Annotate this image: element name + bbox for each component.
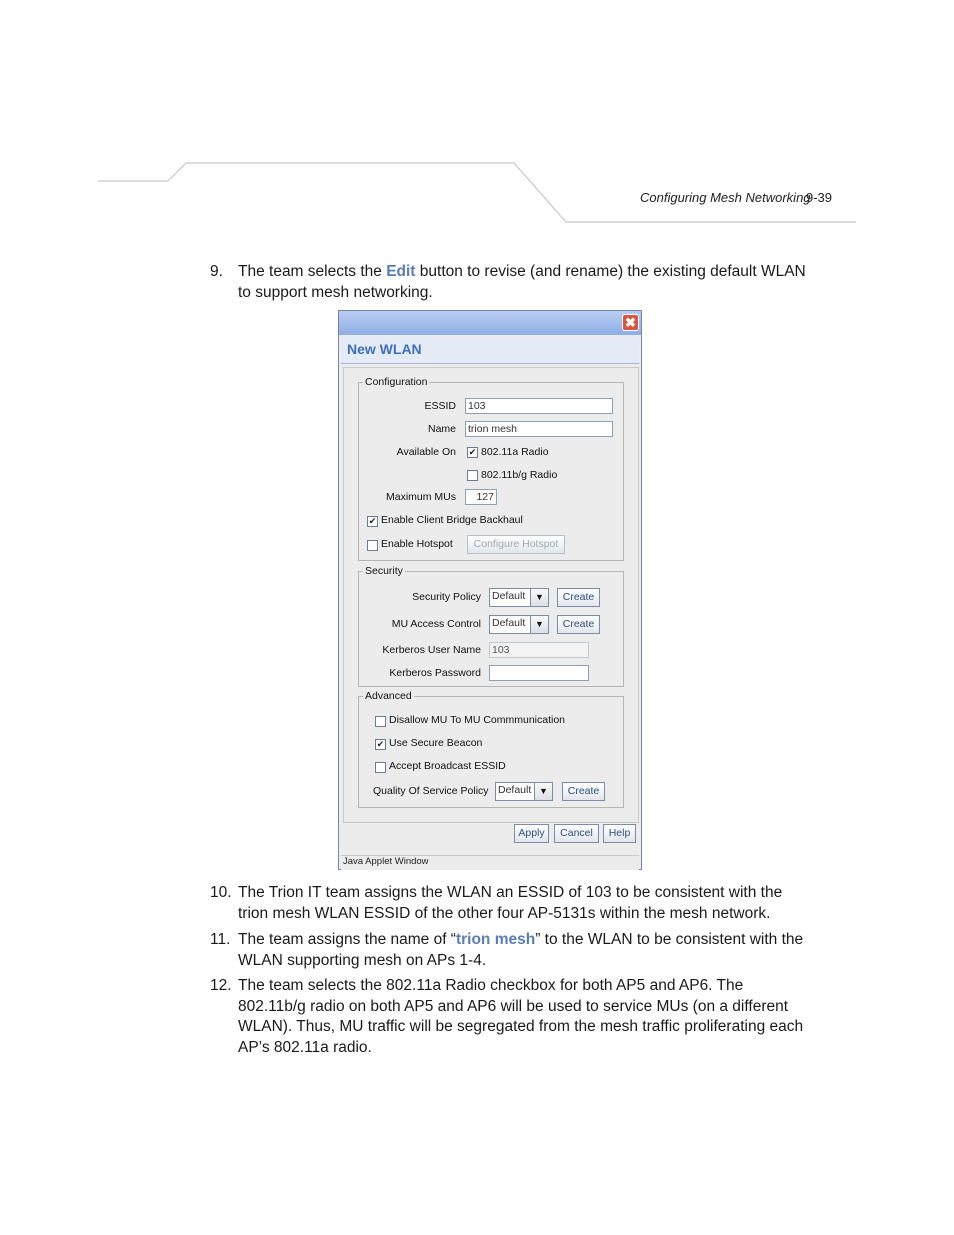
step-text: The Trion IT team assigns the WLAN an ESSID of 103 to be consistent with the trion mesh WLAN ESSID of the other four AP-5131s within the mesh network. [238, 884, 783, 922]
security-legend: Security [365, 565, 403, 577]
bridge-backhaul-checkbox[interactable]: ✔ [368, 516, 377, 526]
advanced-group [358, 690, 624, 808]
max-mus-input[interactable]: 127 [465, 489, 497, 505]
broadcast-essid-label: Accept Broadcast ESSID [389, 760, 506, 772]
close-icon[interactable]: ✖ [622, 314, 639, 331]
step-text: The team assigns the name of “trion mesh” to the WLAN to be consistent with the WLAN supporting mesh on APs 1-4. [238, 931, 804, 969]
step-number: 10. [210, 884, 232, 901]
max-mus-label: Maximum MUs [386, 491, 456, 503]
configuration-legend: Configuration [365, 376, 428, 388]
kerberos-password-label: Kerberos Password [389, 667, 481, 679]
radio-a-checkbox[interactable]: ✔ [468, 447, 477, 457]
bridge-backhaul-label: Enable Client Bridge Backhaul [381, 514, 523, 526]
step-10 [210, 883, 810, 924]
qos-select[interactable]: Default ▼ [495, 782, 553, 801]
secure-beacon-label: Use Secure Beacon [389, 737, 483, 749]
dialog-heading: New WLAN [341, 337, 639, 364]
radio-bg-label: 802.11b/g Radio [481, 469, 558, 481]
kerberos-user-label: Kerberos User Name [382, 644, 481, 656]
radio-bg-checkbox[interactable] [467, 470, 478, 481]
chevron-down-icon[interactable]: ▼ [530, 616, 548, 633]
mu-access-select[interactable]: Default ▼ [489, 615, 549, 634]
mu-access-label: MU Access Control [391, 618, 481, 630]
configure-hotspot-button[interactable]: Configure Hotspot [467, 535, 565, 554]
radio-a-label: 802.11a Radio [481, 446, 549, 458]
step-12 [210, 976, 810, 1058]
essid-input[interactable]: 103 [465, 398, 613, 414]
step-number: 12. [210, 977, 232, 994]
page-number: 9-39 [806, 190, 833, 205]
disallow-mu-checkbox[interactable] [375, 716, 386, 727]
step-text: The team selects the 802.11a Radio checkbox for both AP5 and AP6. The 802.11b/g radio on both AP5 and AP6 will be used to service MUs (on a different WLAN). Thus, MU traffic will be segregated from the mesh traffic proliferating each AP’s 802.11a radio. [238, 977, 804, 1056]
security-group [358, 565, 624, 687]
qos-label: Quality Of Service Policy [373, 785, 489, 797]
chevron-down-icon[interactable]: ▼ [534, 783, 552, 800]
running-header-title: Configuring Mesh Networking [640, 190, 811, 205]
broadcast-essid-checkbox[interactable] [375, 762, 386, 773]
chevron-down-icon[interactable]: ▼ [530, 589, 548, 606]
kerberos-user-input[interactable]: 103 [489, 642, 589, 658]
name-label: Name [427, 423, 456, 435]
security-policy-create-button[interactable]: Create [557, 588, 600, 607]
disallow-mu-label: Disallow MU To MU Commmunication [389, 714, 566, 726]
name-input[interactable]: trion mesh [465, 421, 613, 437]
help-button[interactable]: Help [603, 824, 636, 843]
secure-beacon-checkbox[interactable]: ✔ [376, 739, 385, 749]
qos-create-button[interactable]: Create [562, 782, 605, 801]
essid-label: ESSID [424, 400, 456, 412]
available-on-label: Available On [396, 446, 456, 458]
apply-button[interactable]: Apply [514, 824, 549, 843]
step-9 [210, 262, 810, 303]
cancel-button[interactable]: Cancel [554, 824, 599, 843]
step-11 [210, 930, 810, 971]
dialog-title-bar [339, 311, 641, 335]
dialog-body [343, 367, 639, 823]
security-policy-label: Security Policy [412, 591, 481, 603]
step-number: 11. [210, 931, 231, 948]
hotspot-checkbox[interactable] [367, 540, 378, 551]
edit-highlight: Edit [386, 263, 416, 280]
trion-mesh-highlight: trion mesh [455, 931, 536, 948]
step-number: 9. [210, 263, 223, 280]
status-bar: Java Applet Window [341, 855, 639, 870]
new-wlan-dialog [338, 310, 642, 870]
kerberos-password-input[interactable] [489, 665, 589, 681]
hotspot-label: Enable Hotspot [381, 538, 453, 550]
configuration-group [358, 376, 624, 561]
advanced-legend: Advanced [365, 690, 412, 702]
security-policy-select[interactable]: Default ▼ [489, 588, 549, 607]
step-text: The team selects the Edit button to revise (and rename) the existing default WLAN to support mesh networking. [238, 263, 806, 301]
mu-access-create-button[interactable]: Create [557, 615, 600, 634]
